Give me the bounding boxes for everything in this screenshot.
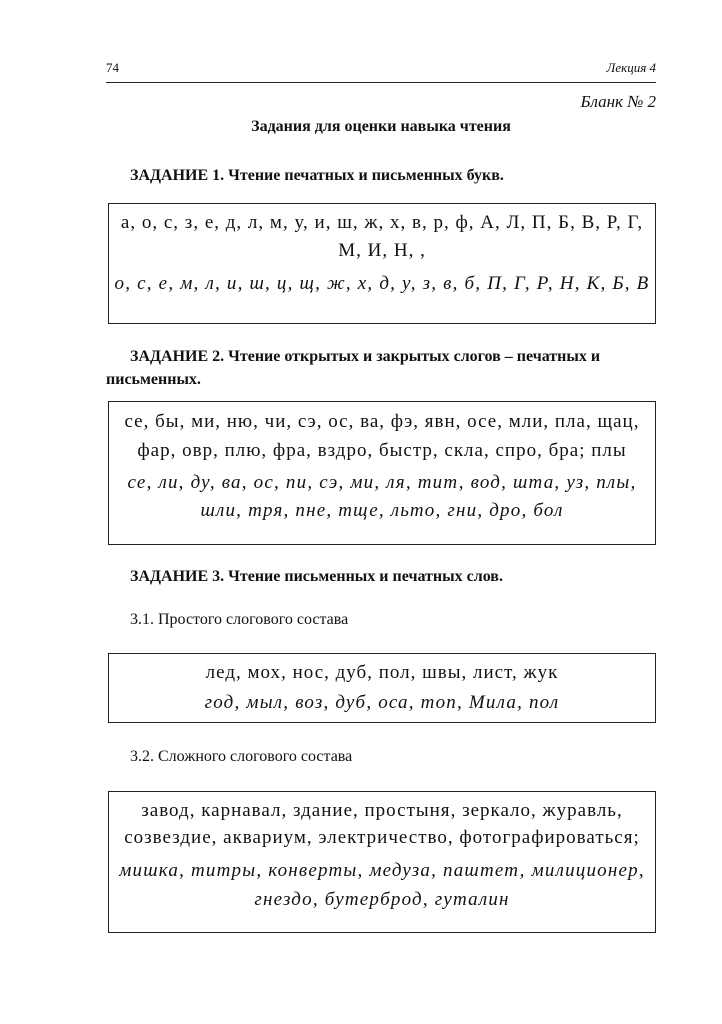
list-item: бра; плы <box>548 440 627 461</box>
list-item: м , <box>270 212 295 233</box>
list-item: и , <box>315 212 338 233</box>
list-item: П , <box>532 212 558 233</box>
list-item: Мила , <box>469 692 529 713</box>
list-item: х , <box>358 273 380 294</box>
list-item: А , <box>480 212 506 233</box>
list-item: х , <box>390 212 412 233</box>
task-2-label: ЗАДАНИЕ 2 <box>130 348 221 365</box>
list-item: лед , <box>206 662 248 683</box>
list-item: ва , <box>222 472 254 493</box>
task-2-script-syllables <box>109 469 655 525</box>
list-item: шта , <box>513 472 566 493</box>
list-item: дро , <box>489 500 533 521</box>
list-item: сэ , <box>319 472 350 493</box>
list-item: р , <box>433 212 455 233</box>
list-item: спро , <box>495 440 548 461</box>
list-item: пол , <box>379 662 422 683</box>
list-item: вод , <box>471 472 513 493</box>
list-item: Л , <box>507 212 532 233</box>
list-item: д , <box>379 273 402 294</box>
list-item: швы , <box>422 662 473 683</box>
list-item: с , <box>164 212 185 233</box>
list-item: простыня , <box>365 800 463 821</box>
task-3-2-title: 3.2. Сложного слогового состава <box>130 748 353 765</box>
list-item: в , <box>443 273 464 294</box>
list-item: ду , <box>191 472 222 493</box>
list-item: се , <box>125 411 156 432</box>
list-item: год , <box>205 692 247 713</box>
list-item: К , <box>587 273 613 294</box>
task-3-1-box <box>108 653 656 723</box>
task-1-print-letters <box>109 209 655 265</box>
list-item: конверты , <box>268 860 369 881</box>
list-item: с , <box>137 273 159 294</box>
list-item: ш , <box>337 212 364 233</box>
list-item: завод , <box>141 800 201 821</box>
list-item: вздро , <box>318 440 379 461</box>
running-header: Лекция 4 <box>606 60 656 75</box>
list-item: осе , <box>467 411 509 432</box>
list-item: фра , <box>273 440 318 461</box>
list-item: ц , <box>277 273 300 294</box>
list-item: ж , <box>327 273 358 294</box>
list-item: паштет , <box>443 860 532 881</box>
task-2-print-syllables <box>109 407 655 465</box>
list-item: у , <box>294 212 314 233</box>
list-item: шли , <box>200 500 248 521</box>
list-item: дуб , <box>335 692 378 713</box>
list-item: гнездо , <box>254 889 324 910</box>
list-item: лист , <box>473 662 523 683</box>
task-3-1-title: 3.1. Простого слогового состава <box>130 611 349 628</box>
list-item: зеркало , <box>462 800 542 821</box>
list-item: о , <box>142 212 164 233</box>
list-item: тря , <box>248 500 295 521</box>
list-item: овр , <box>182 440 224 461</box>
list-item: Н , <box>394 240 420 261</box>
list-item: аквариум , <box>223 827 318 848</box>
list-item: Г , <box>514 273 537 294</box>
list-item: пла , <box>555 411 598 432</box>
list-item: л , <box>205 273 226 294</box>
list-item: скла , <box>444 440 495 461</box>
list-item: а , <box>121 212 142 233</box>
list-item: жук <box>523 662 559 683</box>
list-item: мыл , <box>246 692 295 713</box>
list-item: о , <box>115 273 138 294</box>
list-item: з , <box>423 273 444 294</box>
list-item: м , <box>180 273 205 294</box>
list-item: дуб , <box>336 662 379 683</box>
task-2-text: . Чтение открытых и закрытых слогов – печатных и письменных. <box>106 348 601 388</box>
task-3-heading <box>106 565 656 588</box>
list-item: гни , <box>447 500 489 521</box>
task-1-script-letters <box>109 270 655 297</box>
page-number: 74 <box>106 60 119 75</box>
task-1-label: ЗАДАНИЕ 1. <box>130 167 225 184</box>
list-item: бол <box>533 500 564 521</box>
list-item: щац , <box>597 411 639 432</box>
list-item: б , <box>465 273 488 294</box>
list-item: е , <box>205 212 226 233</box>
list-item: щ , <box>300 273 327 294</box>
list-item: Б , <box>612 273 636 294</box>
list-item: бутерброд , <box>325 889 435 910</box>
list-item: ля , <box>386 472 417 493</box>
list-item: бы , <box>155 411 191 432</box>
list-item: пи , <box>286 472 319 493</box>
list-item: тит , <box>418 472 471 493</box>
list-item: сэ , <box>298 411 328 432</box>
list-item: Б , <box>558 212 581 233</box>
list-item: ж , <box>364 212 390 233</box>
list-item: здание , <box>293 800 365 821</box>
list-item: се , <box>128 472 159 493</box>
list-item: быстр , <box>379 440 444 461</box>
list-item: ми , <box>191 411 227 432</box>
list-item: е , <box>159 273 181 294</box>
list-item: у , <box>402 273 423 294</box>
list-item: мли , <box>509 411 555 432</box>
task-1-heading <box>106 164 656 187</box>
list-item: Р , <box>607 212 628 233</box>
list-item: з , <box>185 212 205 233</box>
list-item: карнавал , <box>201 800 293 821</box>
list-item: В , <box>582 212 607 233</box>
list-item: Н , <box>560 273 587 294</box>
page-title: Задания для оценки навыка чтения <box>251 118 511 135</box>
list-item: чи , <box>265 411 298 432</box>
task-3-1-print-words <box>109 659 655 687</box>
task-3-1-script-words <box>109 689 655 717</box>
list-item: милиционер , <box>532 860 645 881</box>
list-item: электричество , <box>318 827 459 848</box>
list-item: в , <box>412 212 433 233</box>
list-item: созвездие , <box>124 827 223 848</box>
list-item: фэ , <box>391 411 425 432</box>
list-item: фотографироваться; <box>459 827 640 848</box>
list-item: уз , <box>566 472 596 493</box>
list-item: тще , <box>338 500 390 521</box>
task-2-box <box>108 401 656 545</box>
list-item: л , <box>248 212 270 233</box>
list-item: Г , <box>627 212 643 233</box>
header-rule <box>106 82 656 83</box>
list-item: ню , <box>227 411 265 432</box>
list-item: пне , <box>295 500 338 521</box>
list-item: ф , <box>455 212 480 233</box>
task-3-2-box <box>108 791 656 933</box>
list-item: ос , <box>254 472 286 493</box>
task-1-box <box>108 203 656 324</box>
list-tail-punctuation: , <box>420 240 426 261</box>
list-item: гуталин <box>434 889 510 910</box>
list-item: В <box>636 273 650 294</box>
list-item: топ , <box>421 692 469 713</box>
list-item: пол <box>528 692 560 713</box>
task-2-heading <box>106 345 656 391</box>
list-item: титры , <box>191 860 268 881</box>
list-item: явн , <box>425 411 467 432</box>
list-item: плю , <box>225 440 273 461</box>
task-1-text: Чтение печатных и письменных букв. <box>228 167 504 184</box>
list-item: д , <box>226 212 248 233</box>
list-item: мишка , <box>119 860 191 881</box>
list-item: М , <box>338 240 367 261</box>
list-item: ми , <box>350 472 386 493</box>
list-item: мох , <box>248 662 293 683</box>
list-item: плы , <box>596 472 636 493</box>
task-3-2-script-words <box>109 856 655 914</box>
list-item: журавль , <box>543 800 623 821</box>
task-3-label: ЗАДАНИЕ 3 <box>130 568 221 585</box>
task-3-2-print-words <box>109 797 655 851</box>
list-item: ли , <box>158 472 190 493</box>
task-3-text: . Чтение письменных и печатных слов. <box>220 568 503 585</box>
list-item: ос , <box>328 411 360 432</box>
list-item: медуза , <box>369 860 443 881</box>
list-item: И , <box>368 240 394 261</box>
list-item: фар , <box>137 440 182 461</box>
list-item: и , <box>227 273 250 294</box>
list-item: воз , <box>295 692 335 713</box>
list-item: ва , <box>360 411 391 432</box>
list-item: льто , <box>391 500 448 521</box>
list-item: оса , <box>378 692 420 713</box>
form-number: Бланк № 2 <box>580 92 656 111</box>
list-item: П , <box>487 273 514 294</box>
list-item: Р , <box>537 273 560 294</box>
list-item: ш , <box>249 273 276 294</box>
list-item: нос , <box>293 662 336 683</box>
